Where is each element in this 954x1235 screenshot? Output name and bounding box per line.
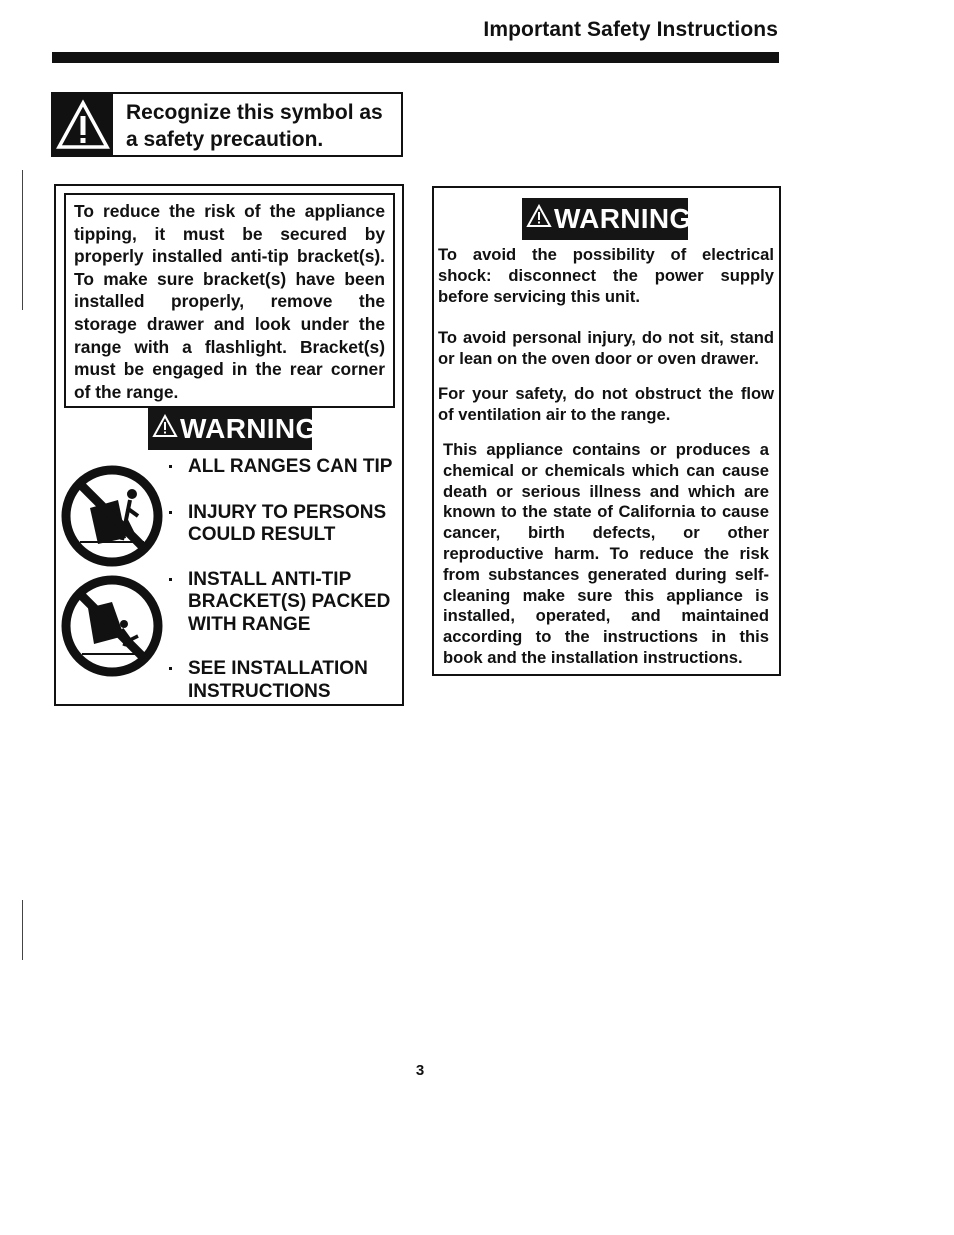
- general-warning-panel: [432, 186, 781, 676]
- bullet-line: INSTALL ANTI-TIP: [188, 568, 352, 590]
- safety-symbol-box: [51, 92, 403, 157]
- symbol-text-line: a safety precaution.: [126, 128, 324, 151]
- bullet-line: COULD RESULT: [188, 524, 336, 545]
- symbol-text-line: Recognize this symbol as: [126, 101, 383, 124]
- bullet-line: SEE INSTALLATION: [188, 658, 368, 679]
- bullet-line: INSTRUCTIONS: [188, 680, 331, 702]
- scan-margin-mark: [22, 170, 23, 310]
- no-tipping-person-icon: [60, 464, 164, 573]
- warning-label: WARNING: [180, 413, 318, 444]
- bullet-line: WITH RANGE: [188, 613, 311, 635]
- page-header-title: Important Safety Instructions: [483, 18, 778, 41]
- anti-tip-instruction-box: To reduce the risk of the appliance tipping, it must be secured by properly installed anti-tip bracket(s). To make sure bracket(s) have been installed properly, remove the storage drawer and look under the range with a flashlight. Bracket(s) must be engaged in the rear corner of the range.: [64, 193, 395, 408]
- california-prop65-warning: This appliance contains or produces a chemical or chemicals which can cause death or serious illness and which are known to the state of California to cause cancer, birth defects, or other reproductive harm. To reduce the risk from substances generated during self-cleaning make sure this appliance is installed, operated, and maintained according to the instructions in this book and the installation instructions.: [443, 440, 769, 667]
- anti-tip-bullet-list: [164, 456, 400, 703]
- bullet-item: [164, 456, 400, 479]
- page-number: 3: [415, 1062, 425, 1079]
- bullet-item: [164, 658, 400, 703]
- bullet-line: ALL RANGES CAN TIP: [188, 456, 393, 477]
- electrical-shock-warning: To avoid the possibility of electrical shock: disconnect the power supply before servicing this unit.: [438, 245, 774, 306]
- scan-margin-mark: [22, 900, 23, 960]
- bullet-line: BRACKET(S) PACKED: [188, 591, 391, 612]
- oven-door-warning: To avoid personal injury, do not sit, stand or lean on the oven door or oven drawer.: [438, 328, 774, 368]
- warning-triangle-icon: [152, 413, 178, 445]
- bullet-line: INJURY TO PERSONS: [188, 501, 387, 523]
- no-tipping-child-icon: [60, 574, 164, 683]
- warning-badge: [148, 408, 318, 450]
- bullet-item: [164, 569, 400, 637]
- warning-triangle-icon: [526, 203, 552, 235]
- warning-badge: [522, 198, 692, 240]
- ventilation-warning: For your safety, do not obstruct the flow of ventilation air to the range.: [438, 384, 774, 424]
- warning-triangle-icon: [53, 94, 113, 155]
- anti-tip-warning-panel: [54, 184, 404, 706]
- safety-symbol-text: [113, 94, 383, 155]
- header-rule: [52, 52, 779, 63]
- bullet-item: [164, 502, 400, 547]
- warning-label: WARNING: [554, 203, 692, 234]
